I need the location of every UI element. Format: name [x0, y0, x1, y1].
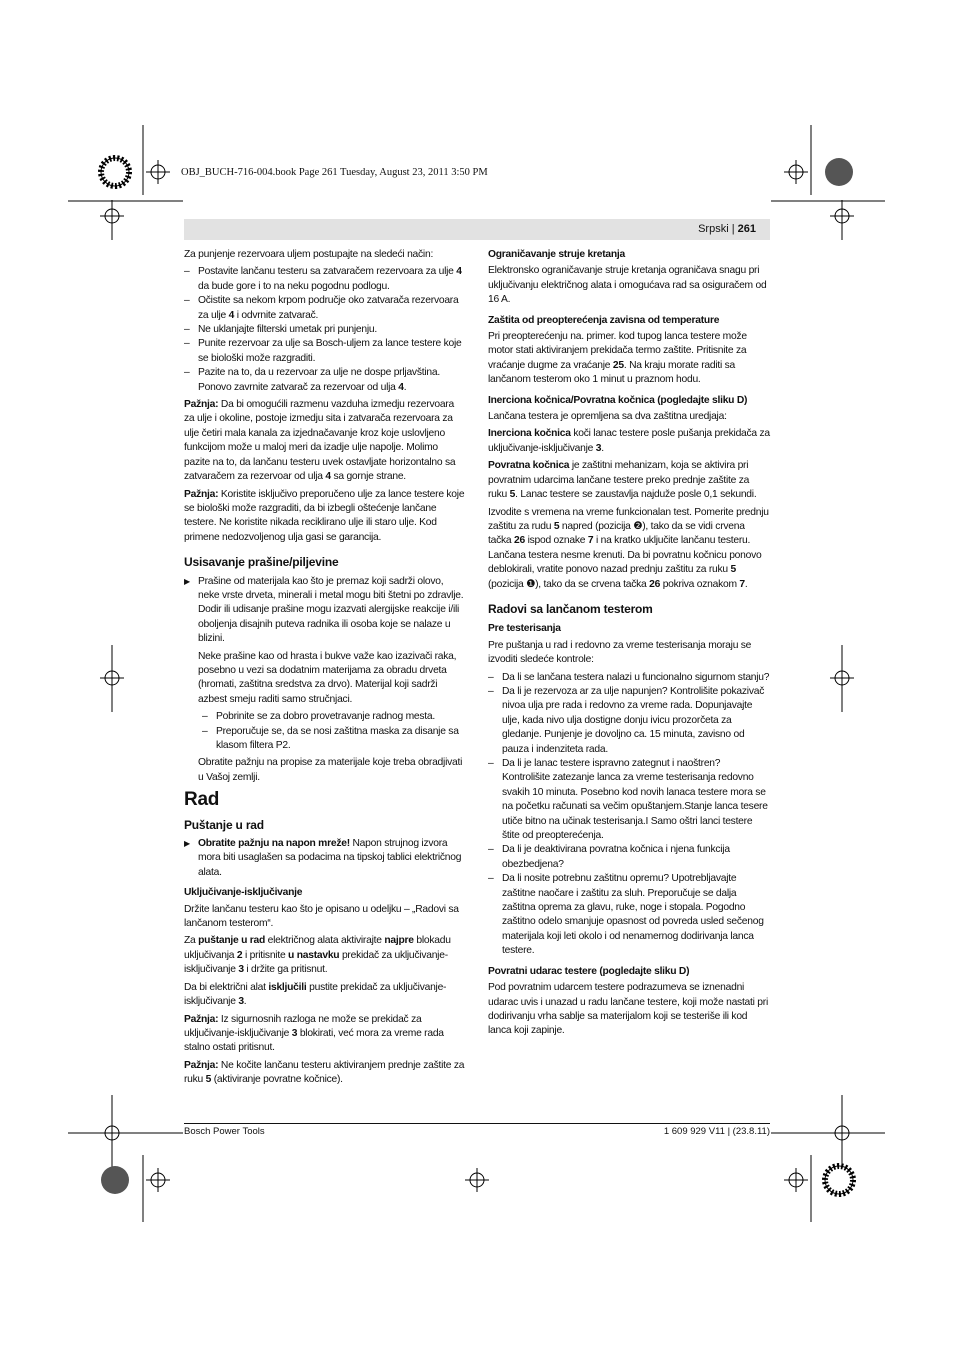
- print-slug: OBJ_BUCH-716-004.book Page 261 Tuesday, August 23, 2011 3:50 PM: [181, 167, 488, 178]
- brake-text-2: Inerciona kočnica koči lanac testere posle pušanja prekidača za uključivanje-isključivanje 3.: [488, 428, 770, 454]
- page-header: Srpski | 261: [184, 219, 770, 240]
- dust-heading: Usisavanje prašine/piljevine: [184, 555, 339, 570]
- footer-divider: [184, 1123, 770, 1124]
- temp-heading: Zaštita od preopterećenja zavisna od temperature: [488, 314, 720, 326]
- fill-intro: Za punjenje rezervoara uljem postupajte na sledeći način:: [184, 249, 434, 260]
- fill-steps: [184, 265, 466, 395]
- start-heading: Puštanje u rad: [184, 817, 264, 832]
- header-language: Srpski: [698, 223, 729, 235]
- footer-doc-id: 1 609 929 V11 | (23.8.11): [663, 1126, 770, 1137]
- onoff-text-5: Pažnja: Ne kočite lančanu testeru aktiviranjem prednje zaštite za ruku 5 (aktiviranje povratne kočnice).: [184, 1059, 465, 1086]
- onoff-heading: Uključivanje-isključivanje: [184, 887, 303, 899]
- brake-heading: Inerciona kočnica/Povratna kočnica (pogledajte sliku D): [488, 394, 748, 406]
- list-item: – Preporučuje se, da se nosi zaštitna maska za disanje sa klasom filtera P2.: [202, 725, 466, 754]
- list-item: – Da li se lančana testera nalazi u funcionalno sigurnom stanju?: [488, 671, 770, 685]
- brake-text-3: Povratna kočnica je zaštitni mehanizam, koja se aktivira pri povratnim udarcima lančane testere preko prednje zaštite za ruku 5. Lanac testere se zaustavlja najduže posle 0,1 sekundi.: [488, 460, 757, 501]
- test-heading: Pre testerisanja: [488, 623, 561, 635]
- list-item: – Očistite sa nekom krpom područje oko zatvarača rezervoara za ulje 4 i odvrnite zatvarač.: [184, 294, 466, 323]
- oil-note-2: Pažnja: Koristite isključivo preporučeno ulje za lance testere koje se biološki može razgraditi, da bi izbegli oštećenje lančane testere. Ne koristite nikada reciklirano ulje ili staro ulje. Kod primene nedozvoljenog ulja gasi se garancija.: [184, 488, 465, 543]
- section-title-rad: Rad: [184, 789, 220, 811]
- work-heading: Radovi sa lančanom testerom: [488, 601, 653, 616]
- list-item: – Punite rezervoar za ulje sa Bosch-uljem za lance testere koje se biološki može razgraditi.: [184, 337, 466, 366]
- list-item: – Da li je rezervoza ar za ulje napunjen? Kontrolišite pokazivač nivoa ulja pre rada i redovno za vreme rada. Dopunjavajte ulje, kada nivo ulja dostigne donju ivicu prozorčeta za gledanje. Punjenje je dovoljno ca. 15 minuta, zavisno od pauza i indenziteta rada.: [488, 685, 770, 757]
- kickback-heading: Povratni udarac testere (pogledajte sliku D): [488, 965, 690, 977]
- onoff-text-4: Pažnja: Iz sigurnosnih razloga ne može se prekidač za uključivanje-isključivanje 3 blokirati, već mora za vreme rada stalno ostati pritisnut.: [184, 1013, 444, 1054]
- list-item: – Da li je lanac testere ispravno zategnut i naoštren? Kontrolišite zatezanje lanca za vreme testerisanja redovno svakih 10 minuta. Posebno kod novih lanaca testere mora se na početku računati sa večim opuštanjem.Stanje lanca tesere utiče bitno na učinak testerisanja.I Samo oštri lanci testere štite od preopterećenja.: [488, 757, 770, 843]
- list-item: – Ne uklanjajte filterski umetak pri punjenju.: [184, 323, 466, 337]
- right-column: [488, 248, 770, 1042]
- dust-warning: ▶ Prašine od materijala kao što je premaz koji sadrži olovo, neke vrste drveta, minerali i metal mogu biti štetni po zdravlje. Dodir ili udisanje prašine mogu izazvati alergijske reakcije i/ili oboljenja disajnih puteva radnika ili osoba koje se nalaze u blizini.: [184, 575, 466, 647]
- list-item: – Da li je deaktivirana povratna kočnica i njena funkcija obezbedjena?: [488, 843, 770, 872]
- limit-text: Elektronsko ograničavanje struje kretanja ograničava snagu pri uključivanju električnog alata i omogućava rad sa osiguračem od 16 A.: [488, 265, 767, 306]
- voltage-warning: ▶ Obratite pažnju na napon mreže! Napon strujnog izvora mora biti usaglašen sa podacima na tipskoj tablici električnog alata.: [184, 837, 466, 880]
- list-item: – Da li nosite potrebnu zaštitnu opremu? Upotrebljavajte zaštitne naočare i zaštitu za sluh. Preporučuje se dalja zaštitna oprema za glavu, ruke, noge i stopala. Pogodno zaštitno odelo smanjuje opasnost od povreda usled sečenog materijala koji leti okolo i od nenamernog dodirivanja lanca testere.: [488, 872, 770, 958]
- brake-text-4: Izvodite s vremena na vreme funkcionalan test. Pomerite prednju zaštitu za rudu 5 napred (pozicija ❷), tako da se vidi crvena tačka 26 ispod oznake 7 i na kratko uključite lančanu testeru. Lančana testera nesme krenuti. Da bi povratnu kočnicu ponovo deblokirali, vratite ponovo nazad prednju zaštitu za ruku 5 (pozicija ❶), tako da se crvena tačka 26 pokriva oznakom 7.: [488, 506, 769, 590]
- oil-note-1: Pažnja: Da bi omogućili razmenu vazduha izmedju rezervoara za ulje i okoline, postoje izmedju sita i zatvarača rezervoara za ulje četiri mala kanala za izjednačavanje kroz koje uslovljeno funkcijom može u maloj meri da izadje ulje napolje. Molimo pazite na to, da lančanu testeru uvek ostavljate horizontalno sa zatvaračem za rezervoar od ulja 4 sa gornje strane.: [184, 399, 456, 483]
- kickback-text: Pod povratnim udarcem testere podrazumeva se iznenadni udarac uvis i unazad u radu lančane testere, koji može nastati pri dodirivanju vrha sablje sa materijalom koji se testeriše ili kod lanca koji zapinje.: [488, 982, 768, 1037]
- left-column: [184, 248, 466, 1091]
- limit-heading: Ograničavanje struje kretanja: [488, 249, 625, 260]
- list-item: – Pazite na to, da u rezervoar za ulje ne dospe prljavština. Ponovo zavrnite zatvarač za rezervoar od ulja 4.: [184, 366, 466, 395]
- dust-cancer-note: Neke prašine kao od hrasta i bukve važe kao izazivači raka, posebno u vezi sa dodatnim materijama za obradu drveta (hromati, zaštitna sredstva za drvo). Materijal koji sadrži azbest smeju raditi samo stručnjaci.: [198, 650, 457, 705]
- temp-text: Pri preopterećenju na. primer. kod tupog lanca testere može motor stati aktiviranjem prekidača termo zaštite. Pritisnite za vraćanje dugme za vraćanje 25. Na kraju morate raditi sa lančanom testerom oko 1 minut u praznom hodu.: [488, 331, 747, 386]
- dust-regulations: Obratite pažnju na propise za materijale koje treba obradjivati u Vašoj zemlji.: [198, 757, 463, 783]
- footer-brand: Bosch Power Tools: [184, 1126, 265, 1137]
- list-item: – Pobrinite se za dobro provetravanje radnog mesta.: [202, 710, 466, 724]
- test-intro: Pre puštanja u rad i redovno za vreme testerisanja moraju se izvoditi sledeće kontrole:: [488, 639, 752, 666]
- list-item: – Postavite lančanu testeru sa zatvaračem rezervoara za ulje 4 da bude gore i to na neku pogodnu podlogu.: [184, 265, 466, 294]
- onoff-text-2: Za puštanje u rad električnog alata aktivirajte najpre blokadu uključivanja 2 i pritisnite u nastavku prekidač za uključivanje-isključivanje 3 i držite ga pritisnut.: [184, 935, 451, 976]
- page-number: 261: [737, 223, 756, 235]
- brake-text-1: Lančana testera je opremljena sa dva zaštitna uredjaja:: [488, 411, 727, 423]
- onoff-text-1: Držite lančanu testeru kao što je opisano u odeljku – „Radovi sa lančanom testerom“.: [184, 903, 459, 930]
- onoff-text-3: Da bi električni alat isključili pustite prekidač za uključivanje-isključivanje 3.: [184, 981, 447, 1008]
